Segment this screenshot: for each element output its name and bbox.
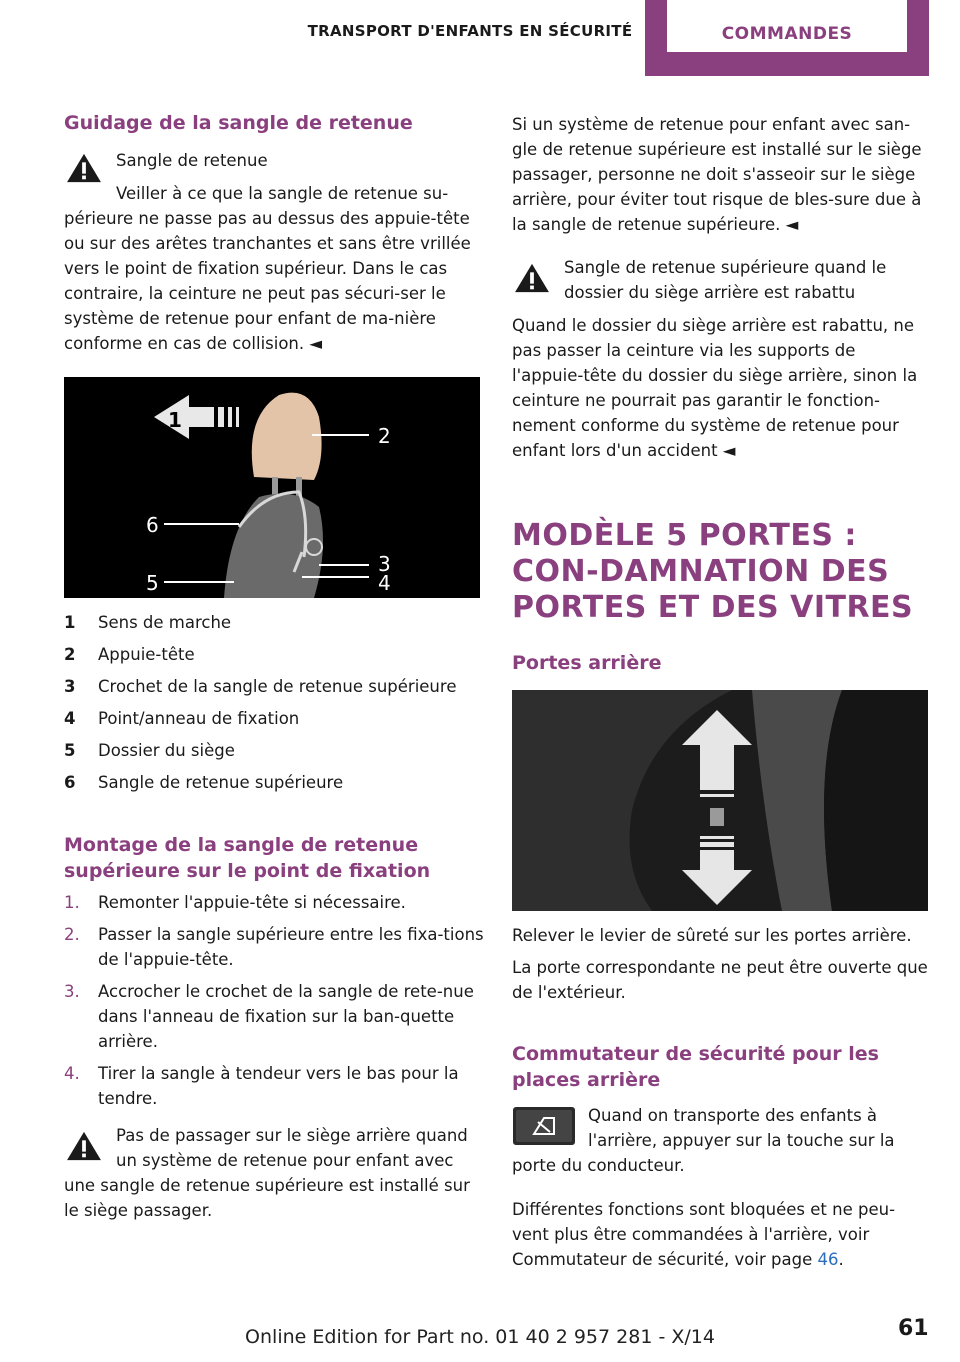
switch-text-continued: porte du conducteur. bbox=[512, 1156, 685, 1175]
figure-label-6: 6 bbox=[146, 513, 159, 537]
figure-label-4: 4 bbox=[378, 571, 391, 595]
door-lock-figure bbox=[512, 690, 928, 911]
section-heading: MODÈLE 5 PORTES : CON-DAMNATION DES PORTES ET DES VITRES bbox=[512, 518, 914, 625]
page-number: 61 bbox=[898, 1316, 929, 1341]
warning-title: Sangle de retenue bbox=[116, 151, 268, 170]
heading-portes: Portes arrière bbox=[512, 652, 662, 674]
paragraph-ouverture: La porte correspondante ne peut être ouverte que de l'extérieur. bbox=[512, 958, 928, 1002]
paragraph-rabattu: Quand le dossier du siège arrière est rabattu, ne pas passer la ceinture via les supports de l'appuie-tête du dossier du siège arrière, sinon la ceinture ne pourrait pas garantir le fonction-nement conforme du système de retenue pour enfant lors d'un accident ◄ bbox=[512, 316, 918, 460]
switch-text: Quand on transporte des enfants à l'arrière, appuyer sur la touche sur la bbox=[588, 1106, 895, 1150]
paragraph-guidage: périeure ne passe pas au dessus des appuie-tête ou sur des arêtes tranchantes et sans être vrillée vers le point de fixation supérieur. Dans le cas contraire, la ceinture ne peut pas sécuri-ser le système de retenue pour enfant de ma-nière conforme en cas de collision. ◄ bbox=[64, 209, 471, 353]
page-link[interactable]: 46 bbox=[817, 1250, 839, 1269]
warning-icon bbox=[64, 1130, 104, 1162]
warning-text: Pas de passager sur le siège arrière quand un système de retenue pour enfant avec bbox=[116, 1126, 468, 1170]
paragraph-passager: Si un système de retenue pour enfant avec san-gle de retenue supérieure est installé sur le siège passager, personne ne doit s'asseoir sur le siège arrière, pour éviter tout risque de bles-sure due à la sangle de retenue supérieure. ◄ bbox=[512, 115, 922, 234]
headrest-figure bbox=[64, 377, 480, 598]
header-section-title: TRANSPORT D'ENFANTS EN SÉCURITÉ bbox=[307, 22, 633, 40]
warning-title: Sangle de retenue supérieure quand le dossier du siège arrière est rabattu bbox=[564, 258, 887, 302]
heading-commutateur: Commutateur de sécurité pour les places arrière bbox=[512, 1043, 879, 1091]
figure-label-5: 5 bbox=[146, 571, 159, 595]
paragraph-levier: Relever le levier de sûreté sur les portes arrière. bbox=[512, 926, 912, 945]
header-tab-label: COMMANDES bbox=[667, 0, 907, 52]
heading-montage: Montage de la sangle de retenue supérieure sur le point de fixation bbox=[64, 834, 431, 882]
heading-guidage: Guidage de la sangle de retenue bbox=[64, 112, 413, 134]
paragraph-fonctions: Différentes fonctions sont bloquées et ne peu-vent plus être commandées à l'arrière, voir Commutateur de sécurité, voir page 46. bbox=[512, 1200, 896, 1269]
figure-label-1: 1 bbox=[168, 408, 182, 432]
warning-icon bbox=[512, 262, 552, 294]
warning-text-continued: une sangle de retenue supérieure est installé sur le siège passager. bbox=[64, 1176, 470, 1220]
figure-label-3: 3 bbox=[378, 552, 391, 576]
child-lock-switch-icon bbox=[512, 1106, 576, 1146]
header-tab[interactable] bbox=[645, 0, 929, 76]
warning-icon bbox=[64, 152, 104, 184]
warning-text: Veiller à ce que la sangle de retenue su- bbox=[116, 184, 449, 203]
figure-label-2: 2 bbox=[378, 424, 391, 448]
footer-text: Online Edition for Part no. 01 40 2 957 281 - X/14 bbox=[245, 1326, 715, 1348]
